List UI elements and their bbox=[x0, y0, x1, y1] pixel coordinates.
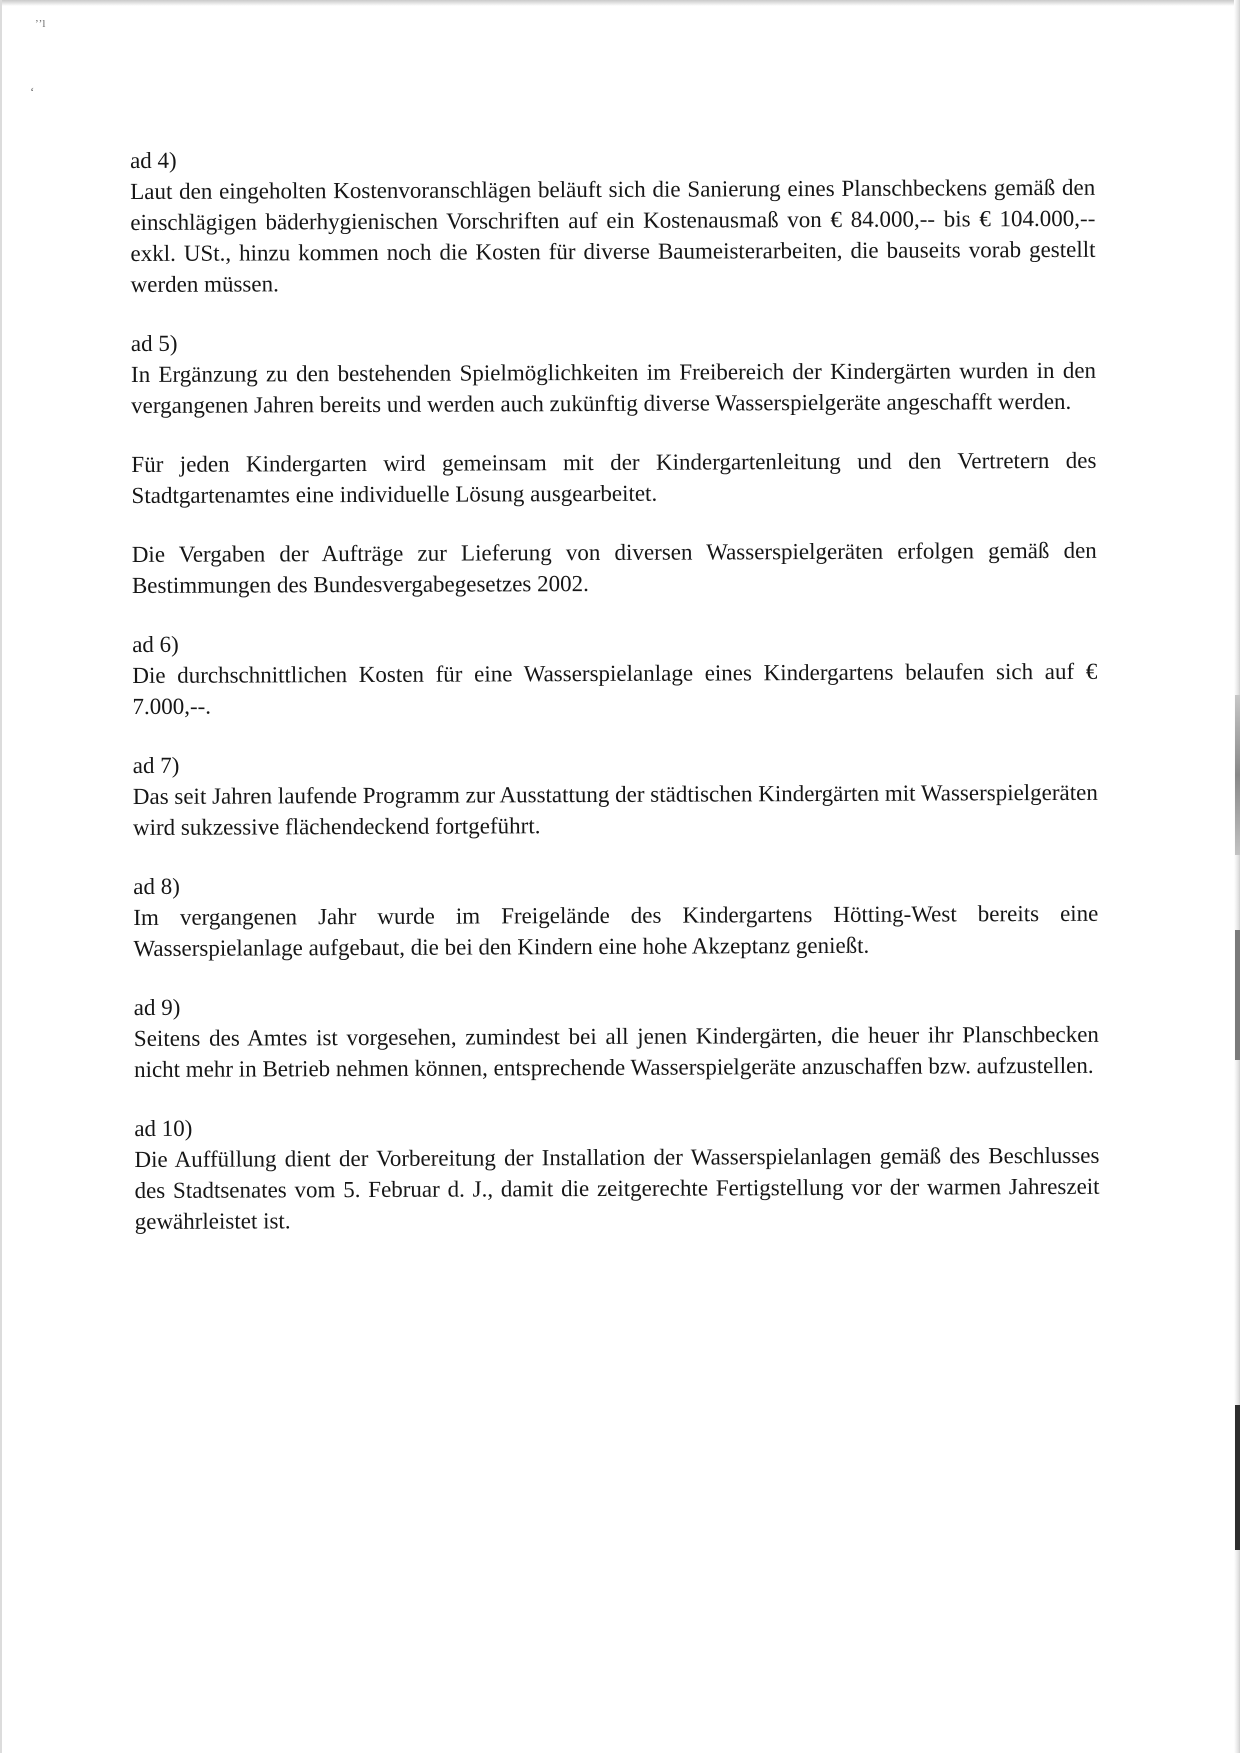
scan-mark: ʻ bbox=[30, 84, 35, 99]
section-heading: ad 5) bbox=[130, 330, 178, 356]
section-heading: ad 8) bbox=[133, 873, 180, 899]
section-heading: ad 4) bbox=[130, 147, 177, 173]
section-paragraph: Die Auffüllung dient der Vorbereitung der Installation der Wasserspielanlagen gemäß des Beschlusses des Stadtsenates vom 5. Februar d. J., damit die zeitgerechte Fertigstellung vor der warmen Jahreszeit gewährleistet ist. bbox=[134, 1142, 1100, 1234]
section-heading: ad 9) bbox=[133, 994, 181, 1020]
scan-edge-shadow bbox=[1235, 695, 1240, 855]
section-ad-8 bbox=[133, 867, 1098, 964]
section-ad-10 bbox=[134, 1109, 1100, 1237]
section-ad-7 bbox=[133, 746, 1098, 843]
scan-left-edge bbox=[0, 0, 2, 1753]
scan-top-edge bbox=[0, 0, 1240, 6]
scan-edge-shadow bbox=[1235, 1405, 1240, 1550]
section-paragraph: Im vergangenen Jahr wurde im Freigelände des Kindergartens Hötting-West bereits eine Wasserspielanlage aufgebaut, die bei den Kindern eine hohe Akzeptanz genießt. bbox=[133, 900, 1099, 961]
section-ad-6 bbox=[132, 625, 1097, 722]
section-paragraph: Für jeden Kindergarten wird gemeinsam mit der Kindergartenleitung und den Vertretern des Stadtgartenamtes eine individuelle Lösung ausgearbeitet. bbox=[131, 447, 1097, 508]
section-ad-4 bbox=[130, 141, 1096, 300]
section-heading: ad 6) bbox=[132, 631, 179, 657]
section-heading: ad 10) bbox=[134, 1115, 193, 1141]
section-paragraph: In Ergänzung zu den bestehenden Spielmöglichkeiten im Freibereich der Kindergärten wurden in den vergangenen Jahren bereits und werden auch zukünftig diverse Wasserspielgeräte angeschafft werden. bbox=[130, 357, 1097, 418]
scan-edge-shadow bbox=[1235, 930, 1240, 1060]
document-body bbox=[130, 141, 1100, 1265]
section-heading: ad 7) bbox=[132, 752, 180, 778]
section-paragraph: Das seit Jahren laufende Programm zur Ausstattung der städtischen Kindergärten mit Wasserspielgeräten wird sukzessive flächendeckend fortgeführt. bbox=[132, 779, 1098, 840]
section-ad-5 bbox=[131, 324, 1097, 601]
section-paragraph: Laut den eingeholten Kostenvoranschlägen beläuft sich die Sanierung eines Planschbeckens gemäß den einschlägigen bäderhygienischen Vorschriften auf ein Kostenausmaß von € 84.000,-- bis € 104.000,-- exkl. USt., hinzu kommen noch die Kosten für diverse Baumeisterarbeiten, die bauseits vorab gestellt werden müssen. bbox=[130, 174, 1096, 297]
scan-mark: ʼʼl bbox=[35, 18, 46, 30]
section-paragraph: Die durchschnittlichen Kosten für eine Wasserspielanlage eines Kindergartens belaufen sich auf € 7.000,--. bbox=[132, 658, 1098, 719]
section-paragraph: Seitens des Amtes ist vorgesehen, zumindest bei all jenen Kindergärten, die heuer ihr Planschbecken nicht mehr in Betrieb nehmen können, entsprechende Wasserspielgeräte anzuschaffen bzw. aufzustellen. bbox=[133, 1021, 1099, 1082]
section-paragraph: Die Vergaben der Aufträge zur Lieferung von diversen Wasserspielgeräten erfolgen gemäß den Bestimmungen des Bundesvergabegesetzes 2002. bbox=[131, 537, 1097, 598]
section-ad-9 bbox=[134, 988, 1099, 1085]
